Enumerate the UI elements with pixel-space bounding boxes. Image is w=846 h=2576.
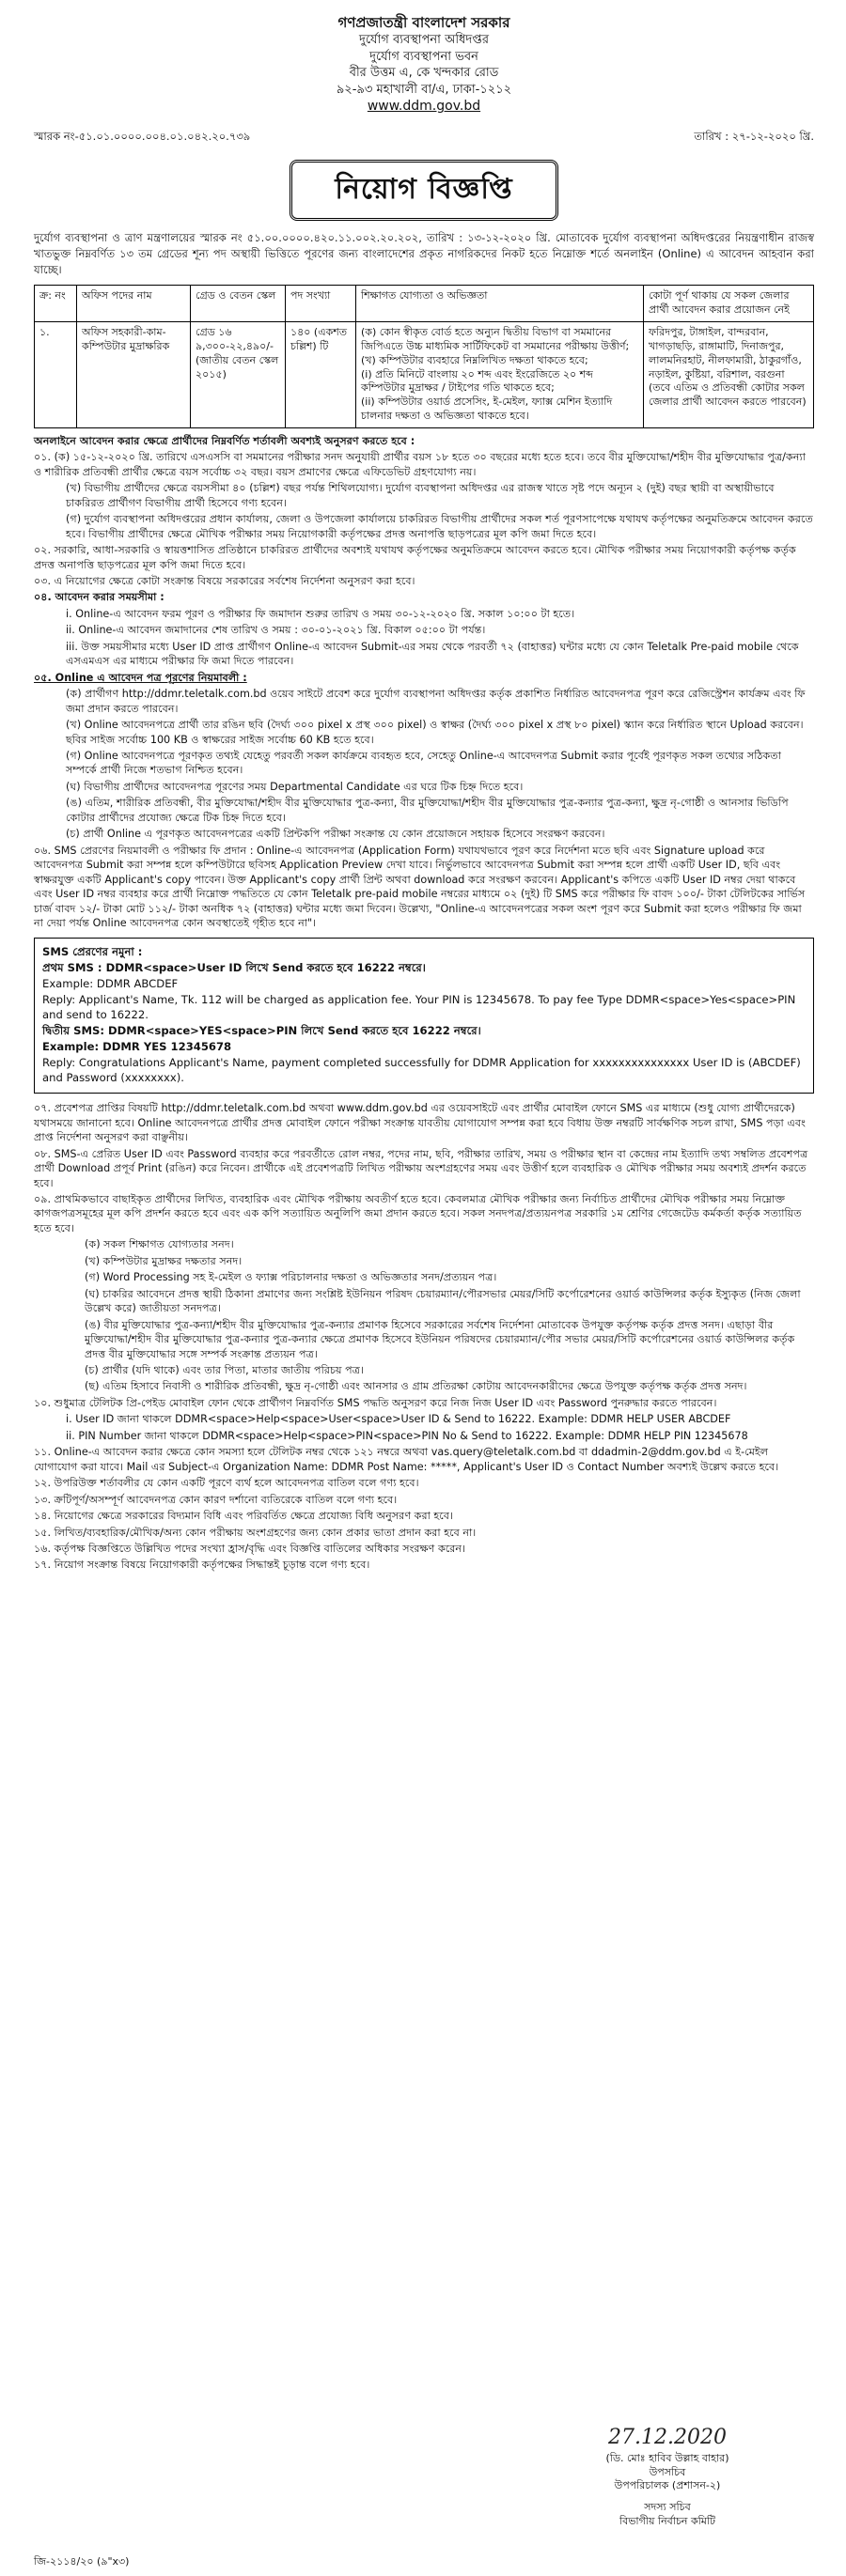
condition-04-item: iii. উক্ত সময়সীমার মধ্যে User ID প্রাপ্ত প্রার্থীগণ Online-এ আবেদন Submit-এর সময় থেকে পরবর্তী ৭২ (বাহাত্তর) ঘন্টার মধ্যে যে কোন Teletalk Pre-paid mobile থেকে এসএমএস এর মাধ্যমে পরীক্ষার ফি জমা দিতে পারবেন। [66,640,799,668]
condition-01b: (খ) বিভাগীয় প্রার্থীদের ক্ষেত্রে বয়সসীমা ৪০ (চল্লিশ) বছর পর্যন্ত শিথিলযোগ্য। দুর্যোগ ব্যবস্থাপনা অধিদপ্তর এর রাজস্ব খাতে সৃষ্ট পদে অন্যূন ২ (দুই) বছর স্থায়ী বা অস্থায়ীভাবে চাকরিরত প্রার্থীগণ বিভাগীয় প্রার্থী হিসেবে গণ্য হবেন। [66,482,775,509]
col-quota: কোটা পূর্ণ থাকায় যে সকল জেলার প্রার্থী আবেদন করার প্রয়োজন নেই [644,286,814,322]
signatory-committee: বিভাগীয় নির্বাচন কমিটি [619,2515,716,2528]
signatory-title: উপসচিব [649,2465,686,2478]
qual-line: (i) প্রতি মিনিটে বাংলায় ২০ শব্দ এবং ইংরেজিতে ২০ শব্দ কম্পিউটার মুদ্রাক্ষর / টাইপের গতি থাকতে হবে; [361,367,593,395]
condition-05-item: (ঘ) বিভাগীয় প্রার্থীদের আবেদনপত্র পূরণের সময় Departmental Candidate এর ঘরে টিক চিহ্ন দিতে হবে। [66,780,524,793]
website-link[interactable]: www.ddm.gov.bd [367,99,481,115]
condition-09-item: (ঙ) বীর মুক্তিযোদ্ধার পুত্র-কন্যা/শহীদ বীর মুক্তিযোদ্ধার পুত্র-কন্যার প্রমাণক হিসেবে সরকারের সর্বশেষ নির্দেশনা মোতাবেক উপযুক্ত কর্তৃপক্ষ কর্তৃক প্রদত্ত সনদ। এছাড়া বীর মুক্তিযোদ্ধা/শহীদ বীর মুক্তিযোদ্ধার পুত্র-কন্যার পুত্র-কন্যার ক্ষেত্রে প্রমাণক হিসেবে ইউনিয়ন পরিষদের চেয়ারম্যান/পৌর সভার মেয়র/সিটি কর্পোরেশনের ওয়ার্ড কাউন্সিলর কর্তৃক প্রদত্ত বীর মুক্তিযোদ্ধার সঙ্গে সম্পর্ক সংক্রান্ত প্রত্যয়ন পত্র। [85,1318,795,1360]
condition-11: ১১. Online-এ আবেদন করার ক্ষেত্রে কোন সমস্যা হলে টেলিটক নম্বর থেকে ১২১ নম্বরে অথবা vas.query@teletalk.com.bd বা ddadmin-2@ddm.gov.bd এ ই-মেইল যোগাযোগ করা যাবে। Mail এর Subject-এ Organization Name: DDMR Post Name: *****, Applicant's User ID ও Contact Number অবশ্যই উল্লেখ করতে হবে। [34,1446,779,1473]
table-header-row [35,286,814,322]
sms-example-2: Example: DDMR YES 12345678 [42,1040,232,1054]
memo-number: স্মারক নং-৫১.০১.০০০০.০০৪.০১.০৪২.২০.৭৩৯ [34,130,251,144]
condition-01c: (গ) দুর্যোগ ব্যবস্থাপনা অধিদপ্তরের প্রধান কার্যালয়, জেলা ও উপজেলা কার্যালয়ে চাকরিরত বিভাগীয় প্রার্থীদের সকল শর্ত পূরণসাপেক্ষে যথাযথ কর্তৃপক্ষের অনুমতিক্রমে আবেদন করতে হবে। বিভাগীয় প্রার্থীদের ক্ষেত্রে মৌখিক পরীক্ষার সময় নিয়োগকারী কর্তৃপক্ষের প্রদত্ত অনাপত্তি ছাড়পত্রের মূল কপি জমা দিতে হবে। [66,513,813,540]
col-qualification: শিক্ষাগত যোগ্যতা ও অভিজ্ঞতা [356,286,644,322]
row-count: ১৪০ (একশত চল্লিশ) টি [286,322,356,428]
condition-05-item: (ক) প্রার্থীগণ http://ddmr.teletalk.com.bd ওয়েব সাইটে প্রবেশ করে দুর্যোগ ব্যবস্থাপনা অধিদপ্তর কর্তৃক প্রকাশিত নির্ধারিত আবেদনপত্র পূরণ করে রেজিস্ট্রেশন কার্যক্রম এবং ফি জমা প্রদান করতে পারবেন। [66,688,806,715]
footer-code: জি-২১১৪/২০ (৯"x৩) [34,2555,130,2568]
row-qualification [356,322,644,428]
col-sl: ক্র: নং [35,286,77,322]
intro-paragraph: দুর্যোগ ব্যবস্থাপনা ও ত্রাণ মন্ত্রণালয়ের স্মারক নং ৫১.০০.০০০০.৪২০.১১.০০২.২০.২০২, তারিখ : ১৩-১২-২০২০ খ্রি. মোতাবেক দুর্যোগ ব্যবস্থাপনা অধিদপ্তরের নিয়ন্ত্রণাধীন রাজস্ব খাতভুক্ত নিম্নবর্ণিত ১৩ তম গ্রেডের শূন্য পদ অস্থায়ী ভিত্তিতে পূরণের জন্য বাংলাদেশের প্রকৃত নাগরিকদের নিকট হতে নিম্নোক্ত শর্তে অনলাইন (Online) এ আবেদন আহবান করা যাচ্ছে। [34,231,814,276]
sms-second: দ্বিতীয় SMS: DDMR<space>YES<space>PIN লিখে Send করতে হবে 16222 নম্বরে। [42,1024,481,1038]
sms-reply-1: Reply: Applicant's Name, Tk. 112 will be charged as application fee. Your PIN is 12345678. To pay fee Type DDMR<space>Yes<space>PIN and send to 16222. [42,993,796,1022]
qual-line: (খ) কম্পিউটার ব্যবহারে নিম্নলিখিত দক্ষতা থাকতে হবে; [361,353,588,366]
condition-09-item: (ঘ) চাকরির আবেদনে প্রদত্ত স্থায়ী ঠিকানা প্রমাণের জন্য সংশ্লিষ্ট ইউনিয়ন পরিষদ চেয়ারম্যান/পৌরসভার মেয়র/সিটি কর্পোরেশনের ওয়ার্ড কাউন্সিলর কর্তৃক ইস্যুকৃত (নিজ জেলা উল্লেখ করে) জাতীয়তা সনদপত্র। [85,1287,801,1315]
condition-15: ১৫. লিখিত/ব্যবহারিক/মৌখিক/অন্য কোন পরীক্ষায় অংশগ্রহণের জন্য কোন প্রকার ভাতা প্রদান করা হবে না। [34,1526,477,1539]
col-post: অফিস পদের নাম [77,286,191,322]
condition-04-item: ii. Online-এ আবেদন জমাদানের শেষ তারিখ ও সময় : ৩০-০১-২০২১ খ্রি. বিকাল ০৫:০০ টা পর্যন্ত। [66,624,486,637]
condition-07: ০৭. প্রবেশপত্র প্রাপ্তির বিষয়টি http://ddmr.teletalk.com.bd অথবা www.ddm.gov.bd এর ওয়েবসাইটে এবং প্রার্থীর মোবাইল ফোনে SMS এর মাধ্যমে (শুধু যোগ্য প্রার্থীদেরকে) যথাসময়ে জানানো হবে। Online আবেদনপত্রে প্রার্থীর প্রদত্ত মোবাইল ফোনে পরীক্ষা সংক্রান্ত যাবতীয় যোগাযোগ সম্পন্ন করা হবে বিধায় উক্ত নম্বরটি সার্বক্ষণিক সচল রাখা, SMS পড়া এবং প্রাপ্ত নির্দেশনা অনুসরণ করা বাঞ্ছনীয়। [34,1102,806,1144]
condition-09-item: (ক) সকল শিক্ষাগত যোগ্যতার সনদ। [85,1238,234,1251]
condition-05-heading: ০৫. Online এ আবেদন পত্র পূরণের নিয়মাবলী : [34,671,247,684]
row-post: অফিস সহকারী-কাম-কম্পিউটার মুদ্রাক্ষরিক [77,322,191,428]
condition-10: ১০. শুধুমাত্র টেলিটক প্রি-পেইড মোবাইল ফোন থেকে প্রার্থীগণ নিম্নবর্ণিত SMS পদ্ধতি অনুসরণ করে নিজ নিজ User ID এবং Password পুনরুদ্ধার করতে পারবেন। [34,1396,717,1409]
conditions-heading: অনলাইনে আবেদন করার ক্ষেত্রে প্রার্থীদের নিম্নবর্ণিত শর্তাবলী অবশ্যই অনুসরণ করতে হবে : [34,434,415,447]
conditions-section-2 [34,1101,814,1573]
condition-08: ০৮. SMS-এ প্রেরিত User ID এবং Password ব্যবহার করে পরবর্তীতে রোল নম্বর, পদের নাম, ছবি, পরীক্ষার তারিখ, সময় ও পরীক্ষার স্থান বা কেন্দ্রের নাম ইত্যাদি তথ্য সম্বলিত প্রবেশপত্র প্রার্থী Download প্রপূর্ব Print (রঙিন) করে নিবেন। প্রার্থীকে এই প্রবেশপত্রটি লিখিত পরীক্ষায় অংশগ্রহণের সময় এবং উত্তীর্ণ হলে ব্যবহারিক ও মৌখিক পরীক্ষার সময় অবশ্যই প্রদর্শন করতে হবে। [34,1147,808,1189]
bhaban-name: দুর্যোগ ব্যবস্থাপনা ভবন [369,49,478,64]
sms-reply-2: Reply: Congratulations Applicant's Name, payment completed successfully for DDMR Application for xxxxxxxxxxxxxxx User ID is (ABCDEF) and Password (xxxxxxxx). [42,1056,801,1085]
conditions-section [34,434,814,931]
col-grade: গ্রেড ও বেতন স্কেল [191,286,286,322]
signatory-name: (ডি. মোঃ হাবিব উল্লাহ বাহার) [605,2451,729,2464]
condition-12: ১২. উপরিউক্ত শর্তাবলীর যে কোন একটি পূরণে ব্যর্থ হলে আবেদনপত্র বাতিল বলে গণ্য হবে। [34,1477,419,1490]
table-row [35,322,814,428]
condition-02: ০২. সরকারি, আধা-সরকারি ও স্বায়ত্তশাসিত প্রতিষ্ঠানে চাকরিরত প্রার্থীদের অবশ্যই যথাযথ কর্তৃপক্ষের অনুমতিক্রমে আবেদন করতে হবে। মৌখিক পরীক্ষার সময় নিয়োগকারী কর্তৃপক্ষ কর্তৃক প্রদত্ত অনাপত্তি ছাড়পত্রের মূল কপি জমা দিতে হবে। [34,544,796,571]
notice-title: নিয়োগ বিজ্ঞপ্তি [290,160,558,221]
signatory-role: উপপরিচালক (প্রশাসন-২) [614,2479,721,2492]
condition-10-item: i. User ID জানা থাকলে DDMR<space>Help<space>User<space>User ID & Send to 16222. Example: DDMR HELP USER ABCDEF [66,1413,731,1426]
condition-10-item: ii. PIN Number জানা থাকলে DDMR<space>Help<space>PIN<space>PIN No & Send to 16222. Example: DDMR HELP PIN 12345678 [66,1429,748,1442]
condition-09-item: (ছ) এতিম হিসাবে নিবাসী ও শারীরিক প্রতিবন্ধী, ক্ষুদ্র নৃ-গোষ্ঠী এবং আনসার ও গ্রাম প্রতিরক্ষা কোটায় আবেদনকারীদের ক্ষেত্রে উপযুক্ত কর্তৃপক্ষ কর্তৃক প্রদত্ত সনদ। [85,1380,747,1393]
condition-09-item: (গ) Word Processing সহ ই-মেইল ও ফ্যাক্স পরিচালনার দক্ষতা ও অভিজ্ঞতার সনদ/প্রত্যয়ন পত্র। [85,1271,497,1284]
sms-example-1: Example: DDMR ABCDEF [42,977,179,991]
condition-05-item: (চ) প্রার্থী Online এ পূরণকৃত আবেদনপত্রের একটি প্রিন্টকপি পরীক্ষা সংক্রান্ত যে কোন প্রয়োজনে সহায়ক হিসেবে সংরক্ষণ করবেন। [66,828,605,841]
signature-block [555,2424,780,2529]
post-table [34,285,814,428]
signatory-member: সদস্য সচিব [644,2501,691,2514]
qual-line: (ii) কম্পিউটার ওয়ার্ড প্রসেসিং, ই-মেইল, ফ্যাক্স মেশিন ইত্যাদি চালনার দক্ষতা ও অভিজ্ঞতা থাকতে হবে। [361,396,613,423]
condition-03: ০৩. এ নিয়োগের ক্ষেত্রে কোটা সংক্রান্ত বিষয়ে সরকারের সর্বশেষ নির্দেশনা অনুসরণ করা হবে। [34,575,415,588]
sms-sample-box [34,938,814,1094]
sms-first: প্রথম SMS : DDMR<space>User ID লিখে Send করতে হবে 16222 নম্বরে। [42,961,426,975]
condition-17: ১৭. নিয়োগ সংক্রান্ত বিষয়ে নিয়োগকারী কর্তৃপক্ষের সিদ্ধান্তই চূড়ান্ত বলে গণ্য হবে। [34,1559,370,1572]
condition-06: ০৬. SMS প্রেরণের নিয়মাবলী ও পরীক্ষার ফি প্রদান : Online-এ আবেদনপত্র (Application Form) যথাযথভাবে পূরণ করে নির্দেশনা মতে ছবি এবং Signature upload করে আবেদনপত্র Submit করা সম্পন্ন হলে কম্পিউটারে ছবিসহ Application Preview দেখা যাবে। নির্ভুলভাবে আবেদনপত্র Submit করা সম্পন্ন হলে প্রার্থী একটি User ID, ছবি এবং স্বাক্ষরযুক্ত একটি Applicant's copy পাবেন। উক্ত Applicant's copy প্রার্থী প্রিন্ট অথবা download করে সংরক্ষণ করবেন। Applicant's কপিতে একটি User ID নম্বর দেয়া থাকবে এবং User ID নম্বর ব্যবহার করে প্রার্থী নিম্নোক্ত পদ্ধতিতে যে কোন Teletalk pre-paid mobile নম্বরের মাধ্যমে ০২ (দুই) টি SMS করে পরীক্ষার ফি বাবদ ১০০/- টাকা টেলিটকের সার্ভিস চার্জ বাবদ ১২/- টাকা মোট ১১২/- টাকা অনধিক ৭২ (বাহাত্তর) ঘন্টার মধ্যে জমা দিবেন। উল্লেখ্য, "Online-এ আবেদনপত্রের সকল অংশ পূরণ করে Submit করা হলেও পরীক্ষার ফি জমা না দেয়া পর্যন্ত Online আবেদনপত্র কোন অবস্থাতেই গৃহীত হবে না"। [34,844,806,929]
condition-04-item: i. Online-এ আবেদন ফরম পূরণ ও পরীক্ষার ফি জমাদান শুরুর তারিখ ও সময় ৩০-১২-২০২০ খ্রি. সকাল ১০:০০ টা হতে। [66,607,575,620]
dept-name: দুর্যোগ ব্যবস্থাপনা অধিদপ্তর [359,33,489,48]
row-quota: ফরিদপুর, টাঙ্গাইল, বান্দরবান, খাগড়াছড়ি, রাঙ্গামাটি, দিনাজপুর, লালমনিরহাট, নীলফামারী, ঠাকুরগাঁও, নড়াইল, কুষ্টিয়া, বরিশাল, বরগুনা (তবে এতিম ও প্রতিবন্ধী কোটার সকল জেলার প্রার্থী আবেদন করতে পারবেন) [644,322,814,428]
condition-09-item: (চ) প্রার্থীর (যদি থাকে) এবং তার পিতা, মাতার জাতীয় পরিচয় পত্র। [85,1364,364,1376]
reference-row [34,129,814,147]
memo-date: তারিখ : ২৭-১২-২০২০ খ্রি. [694,130,814,144]
condition-14: ১৪. নিয়োগের ক্ষেত্রে সরকারের বিদ্যমান বিধি এবং পরিবর্তিত ক্ষেত্রে প্রযোজ্য বিধি অনুসরণ করা হবে। [34,1510,454,1523]
condition-13: ১৩. ক্রটিপূর্ণ/অসম্পূর্ণ আবেদনপত্র কোন কারণ দর্শানো ব্যতিরেকে বাতিল বলে গণ্য হবে। [34,1493,398,1506]
road-name: বীর উত্তম এ, কে খন্দকার রোড [349,66,499,81]
condition-16: ১৬. কর্তৃপক্ষ বিজ্ঞপ্তিতে উল্লিখিত পদের সংখ্যা হ্রাস/বৃদ্ধি এবং বিজ্ঞপ্তি বাতিলের অধিকার সংরক্ষণ করেন। [34,1542,466,1555]
condition-04-heading: ০৪. আবেদন করার সময়সীমা : [34,591,164,604]
condition-05-item: (গ) Online আবেদনপত্রে পূরণকৃত তথ্যই যেহেতু পরবর্তী সকল কার্যক্রমে ব্যবহৃত হবে, সেহেতু Online-এ আবেদনপত্র Submit করার পূর্বেই পূরণকৃত সকল তথ্যের সঠিকতা সম্পর্কে প্রার্থী নিজে শতভাগ নিশ্চিত হবেন। [66,750,781,777]
address: ৯২-৯৩ মহাখালী বা/এ, ঢাকা-১২১২ [336,82,512,97]
gov-name: গণপ্রজাতন্ত্রী বাংলাদেশ সরকার [337,14,510,31]
col-count: পদ সংখ্যা [286,286,356,322]
row-grade: গ্রেড ১৬ ৯,৩০০-২২,৪৯০/- (জাতীয় বেতন স্কেল ২০১৫) [191,322,286,428]
row-sl: ১. [35,322,77,428]
condition-09: ০৯. প্রাথমিকভাবে বাছাইকৃত প্রার্থীদের লিখিত, ব্যবহারিক এবং মৌখিক পরীক্ষায় অবতীর্ণ হতে হবে। কেবলমাত্র মৌখিক পরীক্ষার জন্য নির্বাচিত প্রার্থীদের মৌখিক পরীক্ষার সময় নিম্নোক্ত কাগজপত্রসমূহের মূল কপি প্রদর্শন করতে হবে এবং এক কপি সত্যায়িত অনুলিপি জমা প্রদান করতে হবে। সকল সনদপত্র/প্রত্যয়নপত্র সরকারি ১ম শ্রেণির গেজেটেড কর্মকর্তা কর্তৃক সত্যায়িত হতে হবে। [34,1193,802,1234]
condition-01a: ০১. (ক) ১৫-১২-২০২০ খ্রি. তারিখে এসএসসি বা সমমানের পরীক্ষার সনদ অনুযায়ী প্রার্থীর বয়স ১৮ হতে ৩০ বছরের মধ্যে হতে হবে। তবে বীর মুক্তিযোদ্ধা/শহীদ বীর মুক্তিযোদ্ধার পুত্র/কন্যা ও শারীরিক প্রতিবন্ধী প্রার্থীর ক্ষেত্রে বয়স সর্বোচ্চ ৩২ বছর। বয়স প্রমাণের ক্ষেত্রে এফিডেভিট গ্রহণযোগ্য নয়। [34,451,806,478]
condition-05-item: (ঙ) এতিম, শারীরিক প্রতিবন্ধী, বীর মুক্তিযোদ্ধা/শহীদ বীর মুক্তিযোদ্ধার পুত্র-কন্যা, বীর মুক্তিযোদ্ধা/শহীদ বীর মুক্তিযোদ্ধার পুত্র-কন্যার পুত্র-কন্যা, ক্ষুদ্র নৃ-গোষ্ঠী ও আনসার ভিডিপি কোটার প্রার্থীদের প্রযোজ্য ক্ষেত্রে টিক চিহ্ন দিতে হবে। [66,797,789,824]
sms-heading: SMS প্রেরণের নমুনা : [42,945,143,959]
letterhead [34,13,814,116]
qual-line: (ক) কোন স্বীকৃত বোর্ড হতে অন্যুন দ্বিতীয় বিভাগ বা সমমানের জিপিএতে উচ্চ মাধ্যমিক সার্টিফিকেট বা সমমানের পরীক্ষায় উত্তীর্ণ; [361,326,630,352]
signature-date: 27.12.2020 [608,2426,727,2449]
condition-09-item: (খ) কম্পিউটার মুদ্রাক্ষর দক্ষতার সনদ। [85,1254,243,1267]
condition-05-item: (খ) Online আবেদনপত্রে প্রার্থী তার রঙিন ছবি (দৈর্ঘ্য ৩০০ pixel x প্রস্থ ৩০০ pixel) ও স্বাক্ষর (দৈর্ঘ্য ৩০০ pixel x প্রস্থ ৮০ pixel) স্ক্যান করে নির্ধারিত স্থানে Upload করবেন। ছবির সাইজ সর্বোচ্চ 100 KB ও স্বাক্ষরের সাইজ সর্বোচ্চ 60 KB হতে হবে। [66,719,804,746]
